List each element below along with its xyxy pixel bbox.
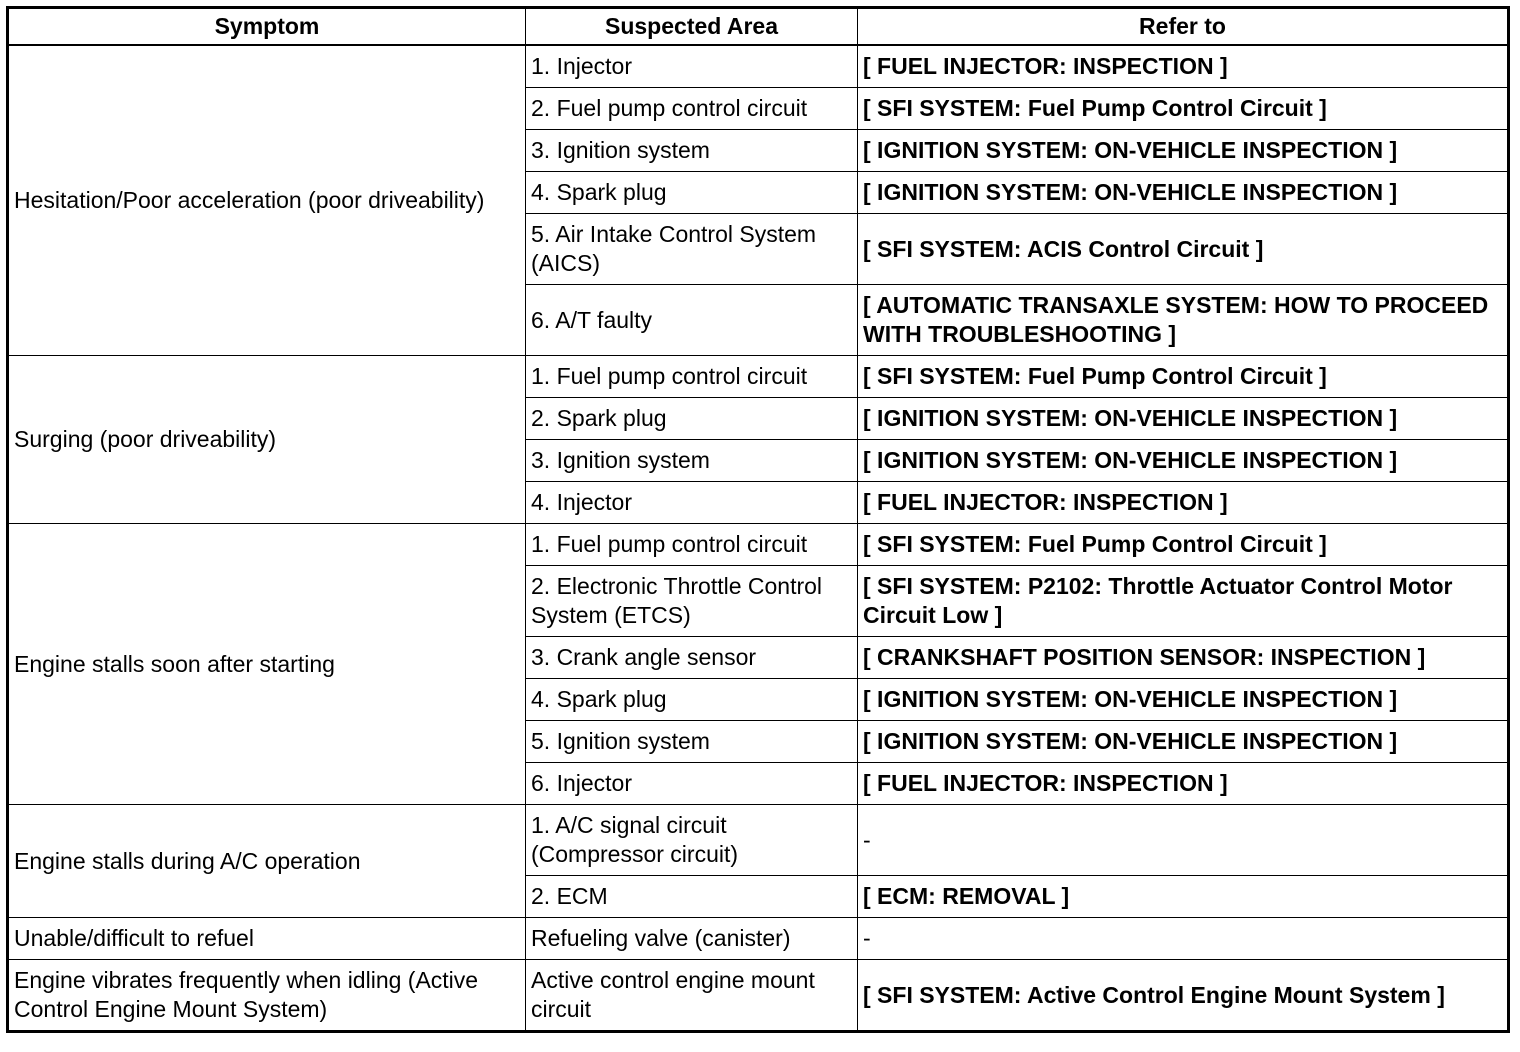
table-row bbox=[8, 356, 1509, 398]
suspected-area-cell: 2. Fuel pump control circuit bbox=[526, 88, 858, 130]
header-refer-to: Refer to bbox=[858, 8, 1509, 46]
suspected-area-cell: 6. A/T faulty bbox=[526, 285, 858, 356]
table-row bbox=[8, 524, 1509, 566]
suspected-area-cell: 4. Spark plug bbox=[526, 679, 858, 721]
refer-to-cell: [ SFI SYSTEM: Fuel Pump Control Circuit ] bbox=[858, 524, 1509, 566]
suspected-area-cell: 1. Fuel pump control circuit bbox=[526, 524, 858, 566]
table-row bbox=[8, 918, 1509, 960]
table-row bbox=[8, 960, 1509, 1032]
refer-to-cell: [ FUEL INJECTOR: INSPECTION ] bbox=[858, 45, 1509, 88]
suspected-area-cell: 2. Spark plug bbox=[526, 398, 858, 440]
refer-to-cell: [ SFI SYSTEM: Fuel Pump Control Circuit ] bbox=[858, 356, 1509, 398]
refer-to-cell: [ IGNITION SYSTEM: ON-VEHICLE INSPECTION ] bbox=[858, 130, 1509, 172]
refer-to-cell: [ SFI SYSTEM: P2102: Throttle Actuator Control Motor Circuit Low ] bbox=[858, 566, 1509, 637]
suspected-area-cell: 5. Air Intake Control System (AICS) bbox=[526, 214, 858, 285]
refer-to-cell: [ IGNITION SYSTEM: ON-VEHICLE INSPECTION ] bbox=[858, 440, 1509, 482]
refer-to-cell: [ IGNITION SYSTEM: ON-VEHICLE INSPECTION ] bbox=[858, 679, 1509, 721]
suspected-area-cell: 1. Fuel pump control circuit bbox=[526, 356, 858, 398]
suspected-area-cell: 4. Spark plug bbox=[526, 172, 858, 214]
suspected-area-cell: 3. Crank angle sensor bbox=[526, 637, 858, 679]
suspected-area-cell: 3. Ignition system bbox=[526, 130, 858, 172]
symptom-cell: Surging (poor driveability) bbox=[8, 356, 526, 524]
table-header bbox=[8, 8, 1509, 46]
refer-to-cell: - bbox=[858, 805, 1509, 876]
header-row bbox=[8, 8, 1509, 46]
refer-to-cell: - bbox=[858, 918, 1509, 960]
header-suspected-area: Suspected Area bbox=[526, 8, 858, 46]
symptom-cell: Engine stalls during A/C operation bbox=[8, 805, 526, 918]
suspected-area-cell: 1. Injector bbox=[526, 45, 858, 88]
refer-to-cell: [ SFI SYSTEM: Fuel Pump Control Circuit ] bbox=[858, 88, 1509, 130]
refer-to-cell: [ FUEL INJECTOR: INSPECTION ] bbox=[858, 482, 1509, 524]
table-row bbox=[8, 45, 1509, 88]
refer-to-cell: [ SFI SYSTEM: Active Control Engine Mount System ] bbox=[858, 960, 1509, 1032]
suspected-area-cell: Active control engine mount circuit bbox=[526, 960, 858, 1032]
symptom-cell: Engine vibrates frequently when idling (Active Control Engine Mount System) bbox=[8, 960, 526, 1032]
suspected-area-cell: Refueling valve (canister) bbox=[526, 918, 858, 960]
header-symptom: Symptom bbox=[8, 8, 526, 46]
suspected-area-cell: 4. Injector bbox=[526, 482, 858, 524]
troubleshooting-table bbox=[6, 6, 1510, 1033]
table-row bbox=[8, 805, 1509, 876]
symptom-cell: Hesitation/Poor acceleration (poor driveability) bbox=[8, 45, 526, 356]
suspected-area-cell: 3. Ignition system bbox=[526, 440, 858, 482]
suspected-area-cell: 6. Injector bbox=[526, 763, 858, 805]
symptom-cell: Engine stalls soon after starting bbox=[8, 524, 526, 805]
suspected-area-cell: 2. ECM bbox=[526, 876, 858, 918]
suspected-area-cell: 5. Ignition system bbox=[526, 721, 858, 763]
refer-to-cell: [ IGNITION SYSTEM: ON-VEHICLE INSPECTION ] bbox=[858, 398, 1509, 440]
symptom-cell: Unable/difficult to refuel bbox=[8, 918, 526, 960]
refer-to-cell: [ IGNITION SYSTEM: ON-VEHICLE INSPECTION ] bbox=[858, 172, 1509, 214]
refer-to-cell: [ AUTOMATIC TRANSAXLE SYSTEM: HOW TO PROCEED WITH TROUBLESHOOTING ] bbox=[858, 285, 1509, 356]
refer-to-cell: [ SFI SYSTEM: ACIS Control Circuit ] bbox=[858, 214, 1509, 285]
refer-to-cell: [ CRANKSHAFT POSITION SENSOR: INSPECTION ] bbox=[858, 637, 1509, 679]
table-body bbox=[8, 45, 1509, 1032]
suspected-area-cell: 1. A/C signal circuit (Compressor circuit) bbox=[526, 805, 858, 876]
suspected-area-cell: 2. Electronic Throttle Control System (ETCS) bbox=[526, 566, 858, 637]
refer-to-cell: [ FUEL INJECTOR: INSPECTION ] bbox=[858, 763, 1509, 805]
refer-to-cell: [ ECM: REMOVAL ] bbox=[858, 876, 1509, 918]
refer-to-cell: [ IGNITION SYSTEM: ON-VEHICLE INSPECTION ] bbox=[858, 721, 1509, 763]
